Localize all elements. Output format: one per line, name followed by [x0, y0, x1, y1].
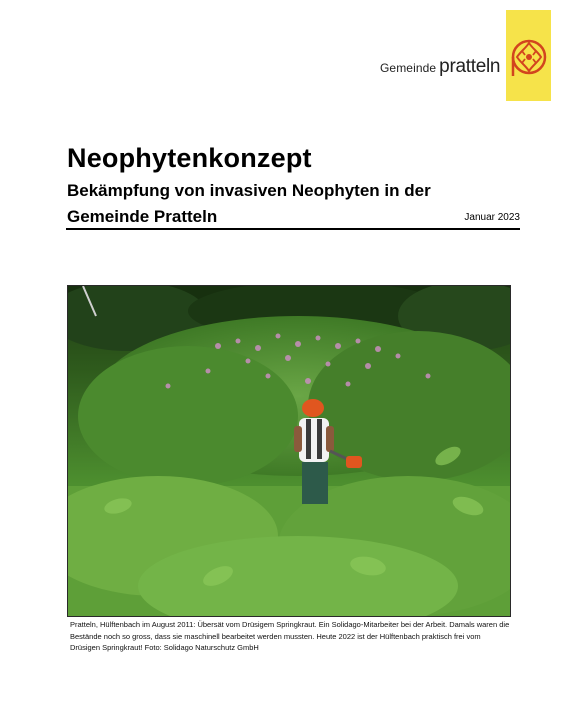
logo-name: pratteln [439, 56, 501, 77]
document-title: Neophytenkonzept [67, 143, 312, 173]
photo-caption: Pratteln, Hülftenbach im August 2011: Übersät vom Drüsigem Springkraut. Ein Solidago-Mitarbeiter bei der Arbeit. Damals waren die Bestände noch so gross, dass sie maschinell bearbeitet werden mussten. Heute 2022 ist der Hülftenbach praktisch frei vom Drüsigen Springkraut! Foto: Solidago Naturschutz GmbH [70, 620, 510, 652]
document-date: Januar 2023 [464, 212, 520, 223]
pratteln-emblem-icon [511, 37, 547, 77]
logo-prefix: Gemeinde [380, 61, 437, 75]
title-divider [66, 228, 520, 230]
municipality-logo-text [380, 56, 500, 80]
cover-photo [67, 285, 511, 617]
cover-photo-illustration [68, 286, 510, 616]
document-subtitle: Bekämpfung von invasiven Neophyten in der Gemeinde Pratteln [67, 181, 431, 226]
